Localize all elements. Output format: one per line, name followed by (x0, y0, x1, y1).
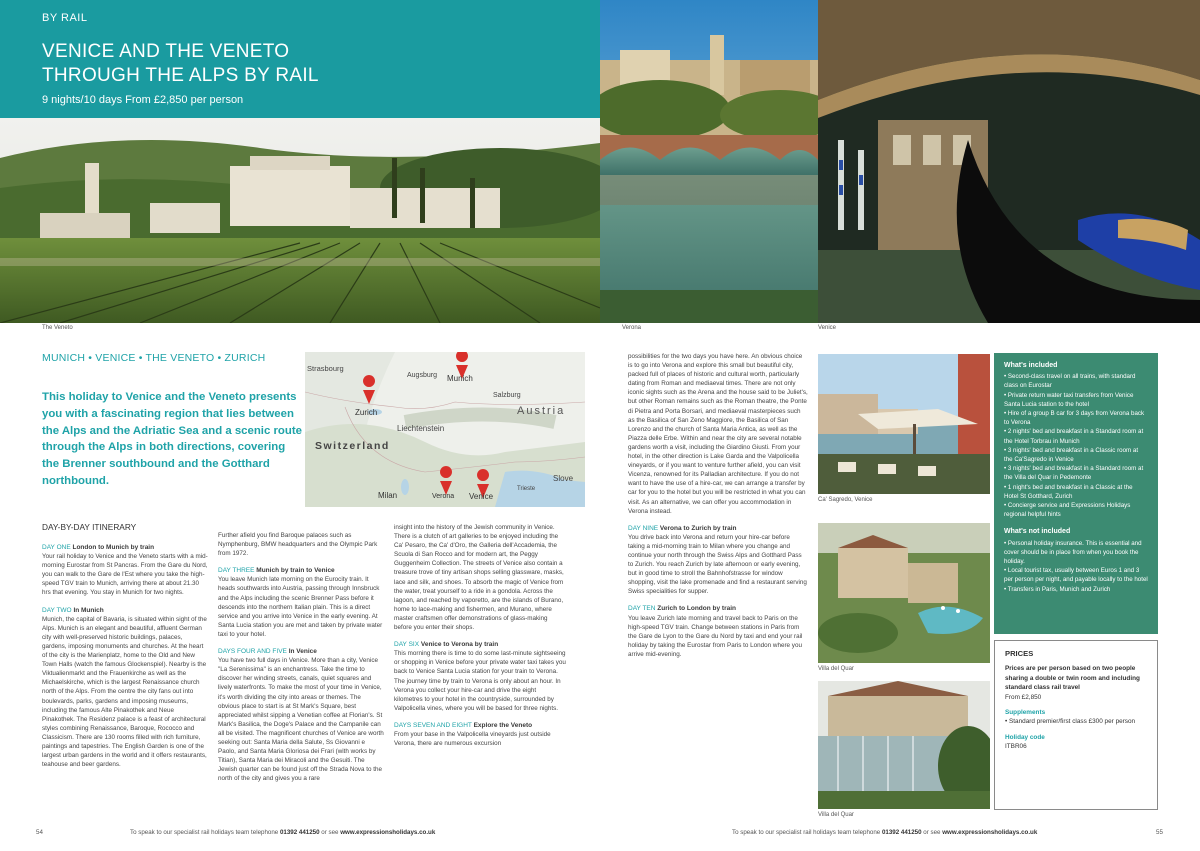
column-2 (218, 531, 384, 783)
day-six-heading: DAY SIX Venice to Verona by train (394, 641, 499, 649)
day-ten-text: You leave Zurich late morning and travel back to Paris on the high-speed TGV train. Change between stations in Paris from the Gare de Lyon to the Gare du Nord by taxi and end your rail holiday by taking the Eurostar from Paris to London where you arrive mid-evening. (628, 614, 803, 658)
route-heading: MUNICH • VENICE • THE VENETO • ZURICH (42, 352, 266, 364)
days-four-five-heading: DAYS FOUR AND FIVE In Venice (218, 648, 317, 656)
caption-sagredo: Ca' Sagredo, Venice (818, 497, 873, 503)
whats-included-box: What's included • Second-class travel on all trains, with standard class on Eurostar • Private return water taxi transfers from Venice Santa Lucia station to the hotel • Hire of a group B car for 3 days from Verona back to Verona • 2 nights' bed and breakfast in a Standard room at the Hotel Torbrau in Munich • 3 nights' bed and breakfast in a Classic room at the Ca'Sagredo in Venice • 3 nights' bed and breakfast in a Standard room at the Villa del Quar in Pedemonte • 1 night's bed and breakfast in a Classic at the Hotel St Gotthard, Zurich • Concierge service and Expressions Holidays regional helpful hints What's not included • Personal holiday insurance. This is essential and cover should be in place from when you book the holiday. • Local tourist tax, usually between Euros 1 and 3 per person per night, and payable locally to the hotel • Transfers in Paris, Munich and Zurich (994, 353, 1158, 634)
map-label-zurich: Zurich (355, 408, 378, 417)
column-4 (628, 352, 808, 659)
title-band (0, 0, 600, 118)
supplement-item: • Standard premier/first class £300 per person (1005, 718, 1136, 726)
col2-intro: Further afield you find Baroque palaces such as Nymphenburg, BMW headquarters and the Olympic Park from 1972. (218, 532, 378, 558)
caption-quar-1: Villa del Quar (818, 666, 854, 672)
map-label-augsburg: Augsburg (407, 372, 437, 379)
caption-verona: Verona (622, 325, 642, 331)
day-one-heading: DAY ONE London to Munich by train (42, 544, 155, 551)
day-two-text: Munich, the capital of Bavaria, is situated within sight of the Alps. Munich is an elegant and beautiful, affluent German city with well-preserved historic buildings, palaces, gardens, imposing monuments and churches. At the heart of the city is the Marienplatz, home to the Old and New Town Halls (watch the famous Glockenspiel). Nearby is the Viktualienmarkt and the Frauenkirche as well as the Michaelskirche, which is the largest Renaissance church north of the Alps. From the centre the city fans out into boulevards, parks, gardens and imposing museums, including the famous Alte Pinakothek and Neue Pinakothek. The Residenz palace is a feast of architectural styles combining Renaissance, Baroque, Rococco and Classicism. There are 130 rooms filled with rich furniture, paintings and tapestries. The English Garden is one of the largest urban gardens in the world and it offers restaurants, teahouse and beer gardens. (42, 615, 207, 769)
map-label-venice: Venice (469, 492, 494, 501)
villa-quar-photo-2 (818, 681, 990, 809)
website-link-right[interactable]: www.expressionsholidays.co.uk (942, 829, 1038, 836)
caption-venice: Venice (818, 325, 837, 331)
column-3 (394, 523, 566, 748)
prices-box (994, 640, 1158, 810)
included-heading: What's included (1004, 362, 1058, 369)
map-label-munich: Munich (447, 374, 473, 383)
venice-photo (818, 0, 1200, 323)
map-label-verona: Verona (432, 493, 455, 500)
prices-basis: Prices are per person based on two people sharing a double or twin room and including standard class rail travel (1005, 665, 1140, 692)
day-one-text: Your rail holiday to Venice and the Veneto starts with a mid-morning Eurostar from St Pancras. From the Gare du Nord, you can walk to the Gare de l'Est where you take the high-speed TGV train to Munich, arriving there at about 21.30 hrs that evening. You stay in Munich for two nights. (42, 553, 208, 597)
map-label-salzburg: Salzburg (493, 392, 521, 399)
page-title: VENICE AND THE VENETO THROUGH THE ALPS BY RAIL (42, 41, 319, 86)
day-three-heading: DAY THREE Munich by train to Venice (218, 567, 335, 575)
verona-photo (600, 0, 818, 323)
map-label-liechtenstein: Liechtenstein (397, 424, 445, 433)
day-nine-text: You drive back into Verona and return your hire-car before taking a mid-morning train to Milan where you change and continue your north through the Swiss Alps and Gotthard Pass to Zurich. You reach Zurich by late afternoon or early evening, but in good time to stroll the Bahnhofstrasse for window shopping, visit the lake promenade and find a restaurant serving Swiss specialities for supper. (628, 533, 807, 596)
prices-heading: PRICES (1005, 649, 1034, 658)
col3-intro: insight into the history of the Jewish community in Venice. There is a clutch of art galleries to be enjoyed including the Ca' Pesaro, the Ca' d'Oro, the Galleria dell'Accademia, the Scuola di San Rocco and for modern art, the Peggy Guggenheim Collection. The streets of Venice also contain a treasure trove of tiny artisan shops selling glassware, masks, lace and silk, and shoes. To absorb the magic of Venice from the water, treat yourself to a ride in a gondola. Across the lagoon, and reached by vaporetto, are the islands of Burano, home to lace-making and fishermen, and Murano, where master craftsmen offer demonstrations of glass-making before you enter their shops. (394, 524, 564, 632)
page-number-left: 54 (36, 829, 43, 836)
map-label-switzerland: Switzerland (315, 440, 390, 452)
caption-veneto: The Veneto (42, 325, 73, 331)
day-two-heading: DAY TWO In Munich (42, 606, 104, 614)
not-included-heading: What's not included (1004, 528, 1071, 536)
ca-sagredo-photo (818, 354, 990, 494)
lead-paragraph: This holiday to Venice and the Veneto presents you with a fascinating region that lies between the Alps and the Adriatic Sea and a scenic route through the Alps in both directions, covering the Brenner southbound and the Gotthard northbound. (42, 391, 302, 487)
footer-right: To speak to our specialist rail holidays team telephone 01392 441250 or see www.expressionsholidays.co.uk (732, 829, 1038, 836)
section-kicker: BY RAIL (42, 12, 88, 24)
day-nine-heading: DAY NINE Verona to Zurich by train (628, 524, 737, 532)
holiday-code-heading: Holiday code (1005, 733, 1045, 741)
footer-left: To speak to our specialist rail holidays team telephone 01392 441250 or see www.expressionsholidays.co.uk (130, 829, 436, 836)
col4-intro: possibilities for the two days you have here. An obvious choice is to go into Verona and explore this small but beautiful city, packed full of places of historic and cultural worth, particularly dating from Roman and mediaeval times. There are not only iconic sights such as the Arena and the house said to be Juliet's, but other Roman remains such as the Roman theatre, the Ponte di Pietra and Porta Borsari, and mediaeval masterpieces such as the Basilica of San Zeno Maggiore, the Basilica of San Lorenzo and the church of Santa Maria Antica, as well as the Piazza delle Erbe. Within and near the city are several notable gardens worth a visit, including the Giardino Giusti. From your hotel, in the other direction is Lake Garda and the Valpolicella vineyards, or if you want to venture further afield, you can visit Vicenza, renowned for its Palladian architecture. If you do not want to have the use of a hire-car, we can arrange a transfer by car for you to the hotel but you will be restricted in what you can visit. As an alternative, we can offer you accommodation in Verona instead. (628, 353, 808, 515)
veneto-photo (0, 118, 600, 323)
map-label-strasbourg: Strasbourg (307, 364, 344, 373)
holiday-code: ITBR06 (1005, 743, 1027, 751)
caption-quar-2: Villa del Quar (818, 812, 854, 818)
day-three-text: You leave Munich late morning on the Eurocity train. It heads southwards into Austria, passing through Innsbruck and the Alps including the scenic Brenner Pass before it descends into the northern Italian plain. This is a direct service and you arrive into Venice in the early evening. At Santa Lucia station you are met and taken by private water taxi to your hotel. (218, 576, 383, 638)
map-label-trieste: Trieste (517, 486, 536, 492)
route-map (305, 352, 585, 507)
price-from: From £2,850 (1005, 693, 1042, 701)
days-seven-eight-heading: DAYS SEVEN AND EIGHT Explore the Veneto (394, 721, 533, 729)
day-six-text: This morning there is time to do some last-minute sightseeing or shopping in Venice before your private water taxi takes you back to Venice Santa Lucia station for your train to Verona. The journey time by train to Verona is only about an hour. In Verona you collect your hire-car and drive the eight kilometres to your hotel in the countryside, surrounded by Valpolicella vines, where you will be based for three nights. (394, 650, 566, 712)
days-seven-eight-text: From your base in the Valpolicella vineyards just outside Verona, there are numerous excursion (394, 730, 551, 748)
duration-price: 9 nights/10 days From £2,850 per person (42, 94, 244, 106)
map-label-milan: Milan (378, 491, 398, 500)
villa-quar-photo-1 (818, 523, 990, 663)
days-four-five-text: You have two full days in Venice. More than a city, Venice "La Serenissima" is an enchantress. Take the time to discover her winding streets, canals, quiet squares and lively waterfronts. To make the most of your time in Venice, it's worth dividing the city into areas or themes. The obvious place to start is at St Mark's Square, best appreciated whilst sipping a Venetian coffee at Florian's. St Mark's Basilica, the Doge's Palace and the Campanile can all be visited. The magnificent churches of Venice are worth seeking out: Santa Maria della Salute, Ss Giovanni e Paolo, and Santa Maria Gloriosa dei Frari (with works by Titian), Santa Maria dei Miracoli and the Gesuiti. The Jewish quarter can be found just off the Strada Nova to the north of the city and gives you a rare (218, 657, 384, 783)
day-ten-heading: DAY TEN Zurich to London by train (628, 605, 736, 613)
supplements-heading: Supplements (1005, 709, 1046, 717)
page-number-right: 55 (1156, 829, 1163, 836)
map-label-austria: Austria (517, 405, 566, 417)
column-1 (42, 535, 208, 769)
itinerary-heading: DAY-BY-DAY ITINERARY (42, 522, 137, 532)
website-link[interactable]: www.expressionsholidays.co.uk (340, 829, 436, 836)
map-label-slovenia: Slove (553, 474, 574, 483)
